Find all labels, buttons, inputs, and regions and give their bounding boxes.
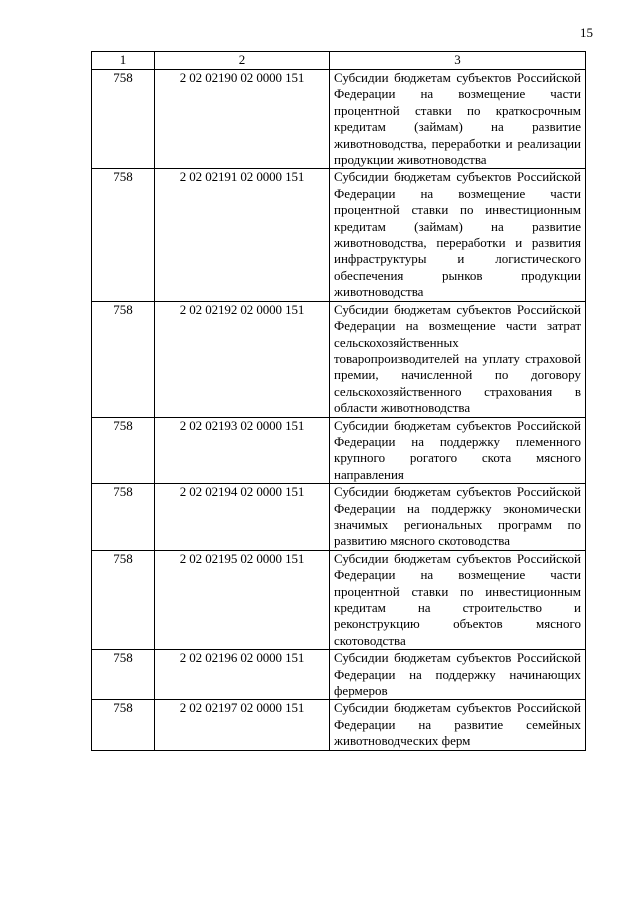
administrator-code: 758 (92, 417, 155, 484)
column-header-1: 1 (92, 52, 155, 70)
table-header-row (92, 52, 586, 70)
administrator-code: 758 (92, 650, 155, 700)
table-row (92, 301, 586, 417)
administrator-code: 758 (92, 550, 155, 649)
table-row (92, 70, 586, 169)
administrator-code: 758 (92, 484, 155, 551)
column-header-3: 3 (330, 52, 586, 70)
table-row (92, 700, 586, 750)
revenue-description: Субсидии бюджетам субъектов Российской Федерации на возмещение части процентной ставки по инвестиционным кредитам на строительство и реконструкцию объектов мясного скотоводства (330, 550, 586, 649)
page-number: 15 (580, 25, 593, 40)
budget-classification-code: 2 02 02193 02 0000 151 (155, 417, 330, 484)
table-row (92, 484, 586, 551)
budget-classification-table (91, 51, 586, 751)
revenue-description: Субсидии бюджетам субъектов Российской Федерации на поддержку племенного крупного рогатого скота мясного направления (330, 417, 586, 484)
table-row (92, 417, 586, 484)
table-row (92, 169, 586, 301)
budget-classification-code: 2 02 02197 02 0000 151 (155, 700, 330, 750)
column-header-2: 2 (155, 52, 330, 70)
administrator-code: 758 (92, 70, 155, 169)
revenue-description: Субсидии бюджетам субъектов Российской Федерации на возмещение части затрат сельскохозяйственных товаропроизводителей на уплату страховой премии, начисленной по договору сельскохозяйственного страхования в области животноводства (330, 301, 586, 417)
revenue-description: Субсидии бюджетам субъектов Российской Федерации на развитие семейных животноводческих ферм (330, 700, 586, 750)
administrator-code: 758 (92, 301, 155, 417)
revenue-description: Субсидии бюджетам субъектов Российской Федерации на поддержку начинающих фермеров (330, 650, 586, 700)
budget-classification-code: 2 02 02190 02 0000 151 (155, 70, 330, 169)
budget-classification-code: 2 02 02195 02 0000 151 (155, 550, 330, 649)
budget-classification-code: 2 02 02194 02 0000 151 (155, 484, 330, 551)
budget-classification-code: 2 02 02192 02 0000 151 (155, 301, 330, 417)
budget-classification-code: 2 02 02196 02 0000 151 (155, 650, 330, 700)
revenue-description: Субсидии бюджетам субъектов Российской Федерации на возмещение части процентной ставки по инвестиционным кредитам (займам) на развитие животноводства, переработки и развития инфраструктуры и логистического обеспечения рынков продукции животноводства (330, 169, 586, 301)
revenue-description: Субсидии бюджетам субъектов Российской Федерации на поддержку экономически значимых региональных программ по развитию мясного скотоводства (330, 484, 586, 551)
table-row (92, 650, 586, 700)
table-row (92, 550, 586, 649)
administrator-code: 758 (92, 700, 155, 750)
revenue-description: Субсидии бюджетам субъектов Российской Федерации на возмещение части процентной ставки по краткосрочным кредитам (займам) на развитие животноводства, переработки и реализации продукции животноводства (330, 70, 586, 169)
administrator-code: 758 (92, 169, 155, 301)
budget-classification-code: 2 02 02191 02 0000 151 (155, 169, 330, 301)
